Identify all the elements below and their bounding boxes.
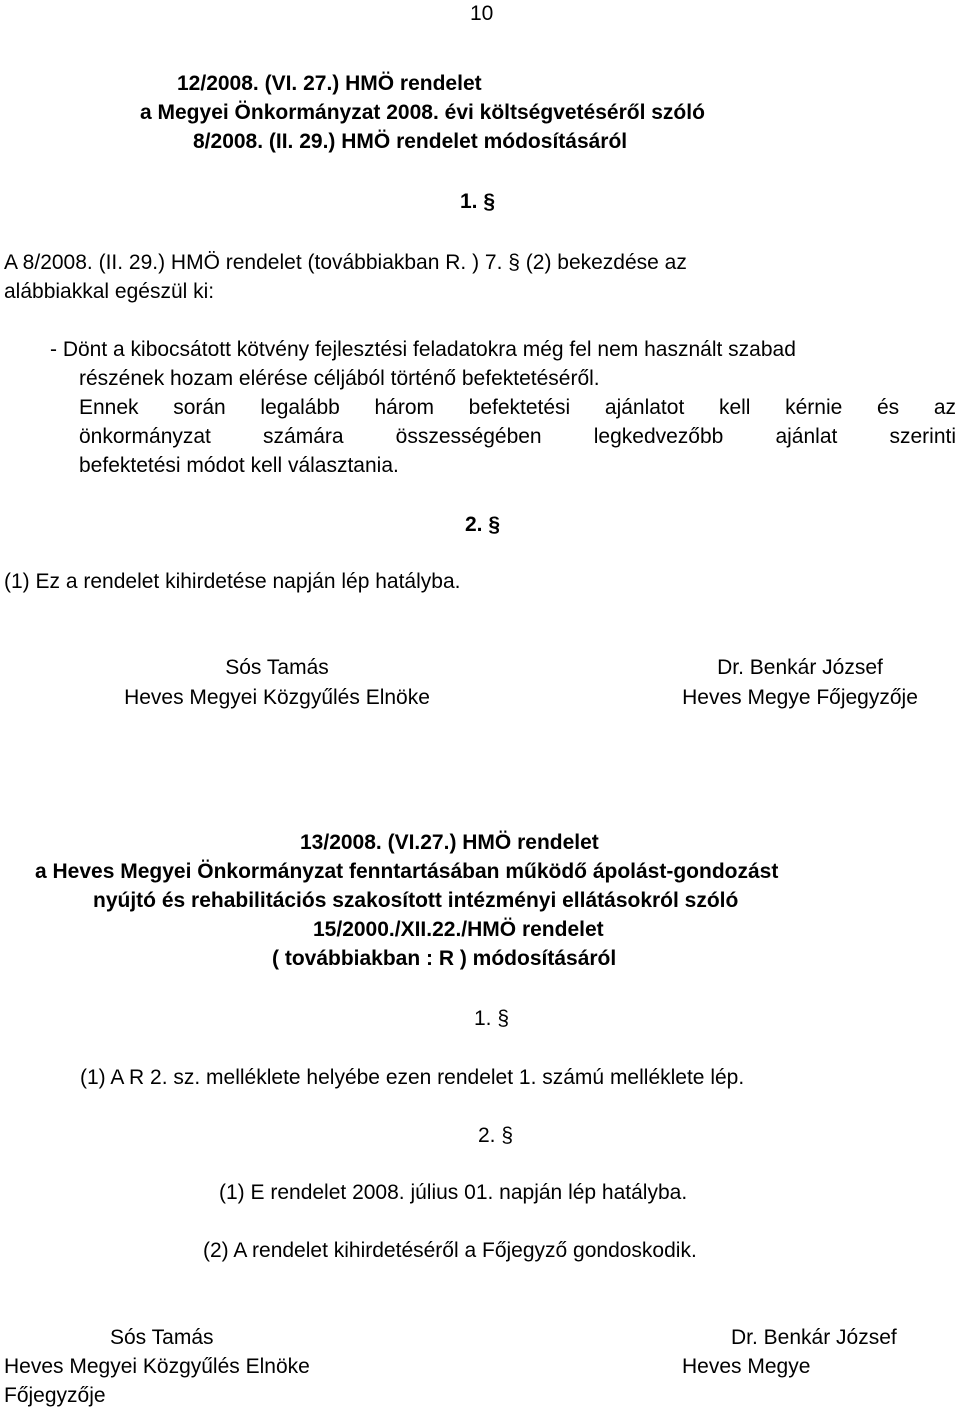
signatory-name: Sós Tamás [110, 1326, 214, 1349]
decree-title-line: 15/2000./XII.22./HMÖ rendelet [313, 918, 604, 941]
bullet-line: önkormányzat számára összességében legkedvezőbb ajánlat szerinti [79, 425, 956, 448]
signatory-name: Sós Tamás [225, 656, 329, 679]
signatory-title: Heves Megye Főjegyzője [682, 686, 918, 709]
section-heading: 2. § [478, 1124, 514, 1147]
section-heading: 1. § [474, 1007, 510, 1030]
paragraph-line: (2) A rendelet kihirdetéséről a Főjegyző gondoskodik. [203, 1239, 697, 1262]
signatory-title: Heves Megye [682, 1355, 811, 1378]
paragraph-line: (1) A R 2. sz. melléklete helyébe ezen rendelet 1. számú melléklete lép. [80, 1066, 745, 1089]
bullet-line: Ennek során legalább három befektetési ajánlatot kell kérnie és az [79, 396, 956, 419]
bullet-line: befektetési módot kell választania. [79, 454, 399, 477]
signatory-title: Heves Megyei Közgyűlés Elnöke [124, 686, 430, 709]
paragraph-line: A 8/2008. (II. 29.) HMÖ rendelet (továbbiakban R. ) 7. § (2) bekezdése az [4, 251, 687, 274]
decree-title-line: nyújtó és rehabilitációs szakosított intézményi ellátásokról szóló [93, 889, 739, 912]
decree-title-line: a Heves Megyei Önkormányzat fenntartásában működő ápolást-gondozást [35, 860, 779, 883]
paragraph-line: (1) Ez a rendelet kihirdetése napján lép hatályba. [4, 570, 461, 593]
decree-number: 13/2008. (VI.27.) HMÖ rendelet [300, 831, 599, 854]
signatory-name: Dr. Benkár József [717, 656, 883, 679]
decree-title-line: 8/2008. (II. 29.) HMÖ rendelet módosításáról [193, 130, 628, 153]
bullet-line: - Dönt a kibocsátott kötvény fejlesztési feladatokra még fel nem használt szabad [50, 338, 796, 361]
paragraph-line: (1) E rendelet 2008. július 01. napján lép hatályba. [219, 1181, 688, 1204]
signatory-name: Dr. Benkár József [731, 1326, 897, 1349]
page-number: 10 [470, 2, 494, 25]
decree-title-line: a Megyei Önkormányzat 2008. évi költségvetéséről szóló [140, 101, 705, 124]
decree-number: 12/2008. (VI. 27.) HMÖ rendelet [177, 72, 482, 95]
signatory-title: Főjegyzője [4, 1384, 106, 1407]
bullet-line: részének hozam elérése céljából történő befektetéséről. [79, 367, 600, 390]
section-heading: 2. § [465, 513, 501, 536]
paragraph-line: alábbiakkal egészül ki: [4, 280, 215, 303]
decree-title-line: ( továbbiakban : R ) módosításáról [272, 947, 617, 970]
signatory-title: Heves Megyei Közgyűlés Elnöke [4, 1355, 310, 1378]
section-heading: 1. § [460, 190, 496, 213]
